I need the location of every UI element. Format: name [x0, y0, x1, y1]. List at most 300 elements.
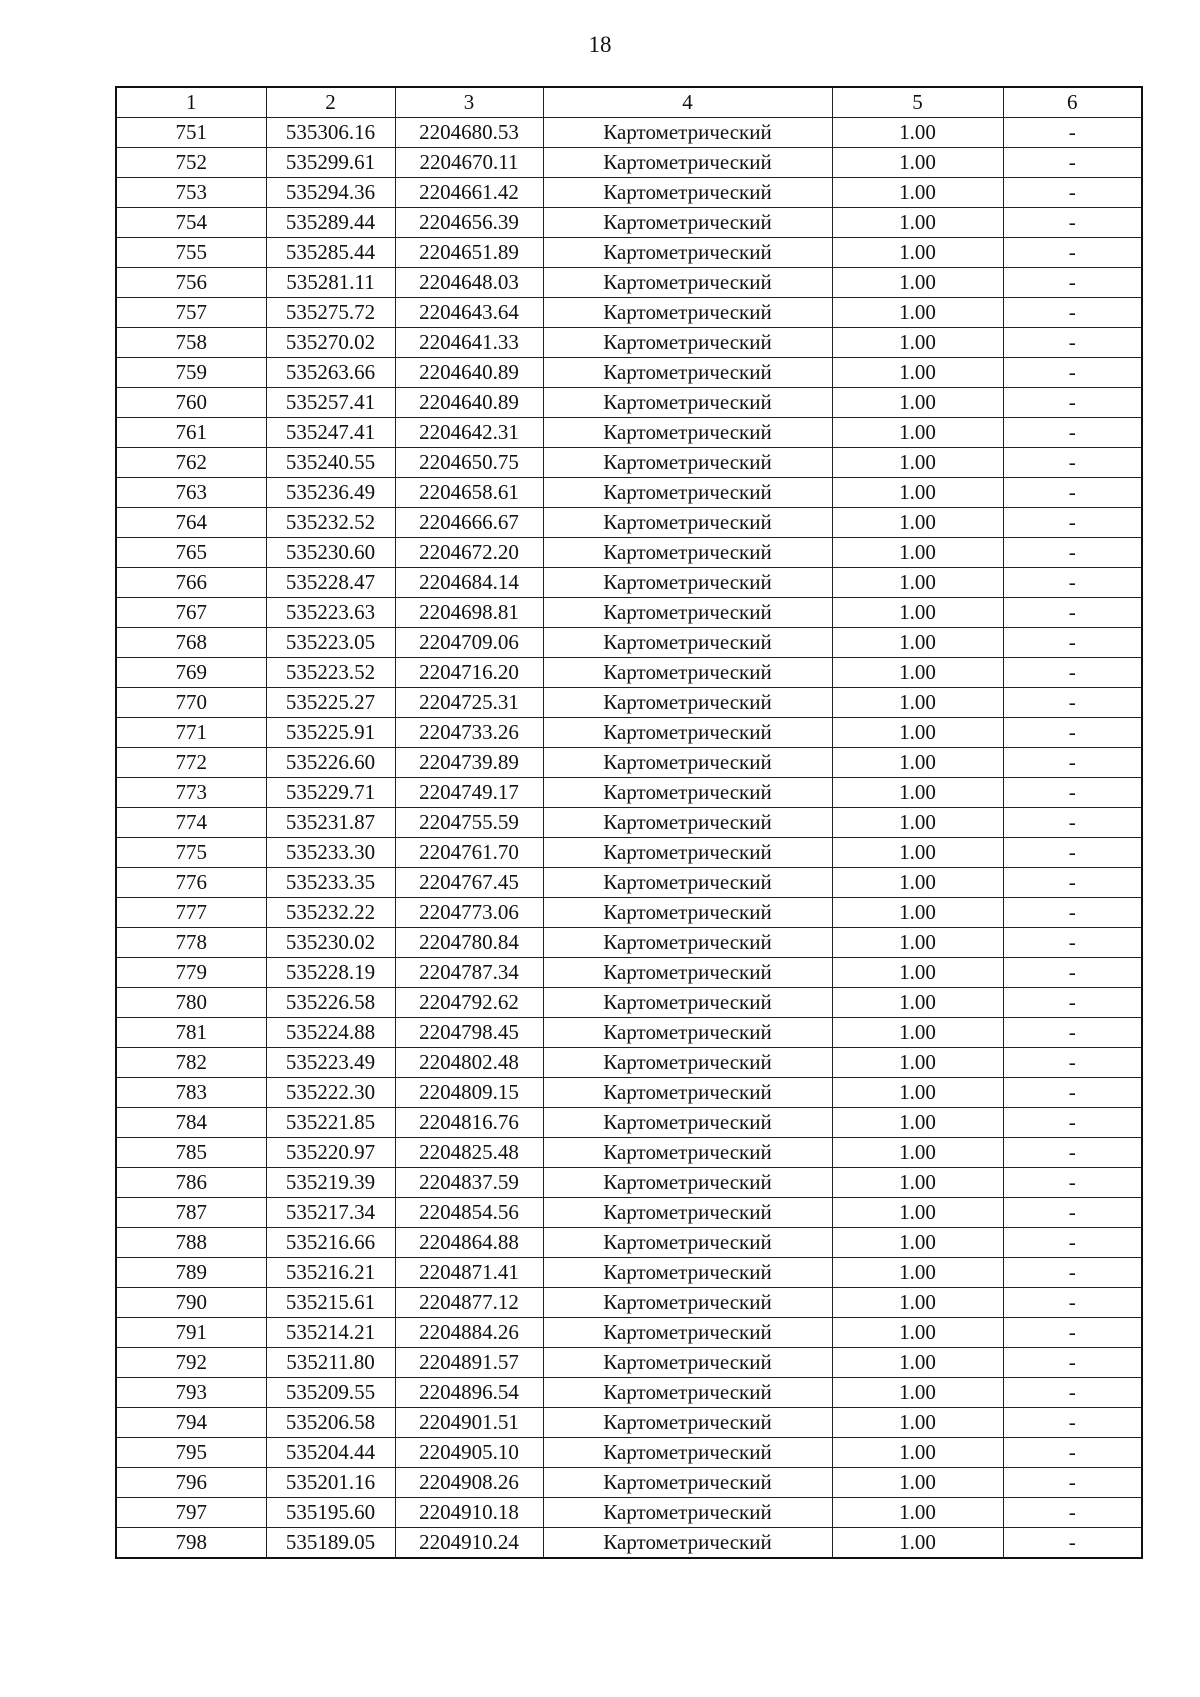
table-row	[116, 1048, 1142, 1078]
description-cell: -	[1003, 1138, 1142, 1168]
table-row	[116, 418, 1142, 448]
point-number-cell: 787	[116, 1198, 266, 1228]
table-row	[116, 478, 1142, 508]
accuracy-cell: 1.00	[832, 748, 1003, 778]
table-row	[116, 358, 1142, 388]
table-row	[116, 1318, 1142, 1348]
accuracy-cell: 1.00	[832, 148, 1003, 178]
x-coordinate-cell: 535215.61	[266, 1288, 395, 1318]
y-coordinate-cell: 2204780.84	[395, 928, 543, 958]
description-cell: -	[1003, 718, 1142, 748]
y-coordinate-cell: 2204802.48	[395, 1048, 543, 1078]
table-row	[116, 988, 1142, 1018]
column-header-3: 3	[395, 87, 543, 118]
y-coordinate-cell: 2204640.89	[395, 388, 543, 418]
y-coordinate-cell: 2204787.34	[395, 958, 543, 988]
y-coordinate-cell: 2204798.45	[395, 1018, 543, 1048]
point-number-cell: 783	[116, 1078, 266, 1108]
method-cell: Картометрический	[543, 928, 832, 958]
x-coordinate-cell: 535223.63	[266, 598, 395, 628]
table-row	[116, 808, 1142, 838]
accuracy-cell: 1.00	[832, 358, 1003, 388]
description-cell: -	[1003, 268, 1142, 298]
accuracy-cell: 1.00	[832, 898, 1003, 928]
y-coordinate-cell: 2204761.70	[395, 838, 543, 868]
y-coordinate-cell: 2204680.53	[395, 118, 543, 148]
method-cell: Картометрический	[543, 1288, 832, 1318]
point-number-cell: 774	[116, 808, 266, 838]
table-row	[116, 1408, 1142, 1438]
x-coordinate-cell: 535195.60	[266, 1498, 395, 1528]
table-row	[116, 268, 1142, 298]
x-coordinate-cell: 535294.36	[266, 178, 395, 208]
method-cell: Картометрический	[543, 568, 832, 598]
point-number-cell: 776	[116, 868, 266, 898]
header-row	[116, 87, 1142, 118]
method-cell: Картометрический	[543, 208, 832, 238]
x-coordinate-cell: 535230.60	[266, 538, 395, 568]
accuracy-cell: 1.00	[832, 628, 1003, 658]
description-cell: -	[1003, 358, 1142, 388]
x-coordinate-cell: 535229.71	[266, 778, 395, 808]
accuracy-cell: 1.00	[832, 1468, 1003, 1498]
y-coordinate-cell: 2204651.89	[395, 238, 543, 268]
method-cell: Картометрический	[543, 688, 832, 718]
point-number-cell: 782	[116, 1048, 266, 1078]
description-cell: -	[1003, 958, 1142, 988]
point-number-cell: 765	[116, 538, 266, 568]
x-coordinate-cell: 535236.49	[266, 478, 395, 508]
accuracy-cell: 1.00	[832, 118, 1003, 148]
description-cell: -	[1003, 1228, 1142, 1258]
method-cell: Картометрический	[543, 268, 832, 298]
x-coordinate-cell: 535226.60	[266, 748, 395, 778]
table-row	[116, 1198, 1142, 1228]
accuracy-cell: 1.00	[832, 478, 1003, 508]
description-cell: -	[1003, 778, 1142, 808]
point-number-cell: 762	[116, 448, 266, 478]
x-coordinate-cell: 535281.11	[266, 268, 395, 298]
point-number-cell: 756	[116, 268, 266, 298]
y-coordinate-cell: 2204640.89	[395, 358, 543, 388]
y-coordinate-cell: 2204773.06	[395, 898, 543, 928]
table-row	[116, 298, 1142, 328]
point-number-cell: 777	[116, 898, 266, 928]
accuracy-cell: 1.00	[832, 568, 1003, 598]
table-body	[116, 118, 1142, 1559]
point-number-cell: 792	[116, 1348, 266, 1378]
accuracy-cell: 1.00	[832, 178, 1003, 208]
accuracy-cell: 1.00	[832, 1258, 1003, 1288]
x-coordinate-cell: 535220.97	[266, 1138, 395, 1168]
description-cell: -	[1003, 838, 1142, 868]
x-coordinate-cell: 535289.44	[266, 208, 395, 238]
table-row	[116, 868, 1142, 898]
table-row	[116, 1288, 1142, 1318]
accuracy-cell: 1.00	[832, 268, 1003, 298]
table-row	[116, 628, 1142, 658]
table-row	[116, 328, 1142, 358]
table-row	[116, 148, 1142, 178]
accuracy-cell: 1.00	[832, 1198, 1003, 1228]
accuracy-cell: 1.00	[832, 298, 1003, 328]
point-number-cell: 763	[116, 478, 266, 508]
method-cell: Картометрический	[543, 838, 832, 868]
x-coordinate-cell: 535224.88	[266, 1018, 395, 1048]
point-number-cell: 773	[116, 778, 266, 808]
table-row	[116, 898, 1142, 928]
point-number-cell: 764	[116, 508, 266, 538]
page-number: 18	[588, 32, 612, 57]
table-row	[116, 118, 1142, 148]
method-cell: Картометрический	[543, 898, 832, 928]
accuracy-cell: 1.00	[832, 1438, 1003, 1468]
point-number-cell: 770	[116, 688, 266, 718]
y-coordinate-cell: 2204670.11	[395, 148, 543, 178]
accuracy-cell: 1.00	[832, 868, 1003, 898]
y-coordinate-cell: 2204642.31	[395, 418, 543, 448]
point-number-cell: 797	[116, 1498, 266, 1528]
x-coordinate-cell: 535223.49	[266, 1048, 395, 1078]
point-number-cell: 778	[116, 928, 266, 958]
table-row	[116, 178, 1142, 208]
accuracy-cell: 1.00	[832, 1078, 1003, 1108]
column-header-4: 4	[543, 87, 832, 118]
description-cell: -	[1003, 1168, 1142, 1198]
point-number-cell: 795	[116, 1438, 266, 1468]
description-cell: -	[1003, 808, 1142, 838]
y-coordinate-cell: 2204725.31	[395, 688, 543, 718]
x-coordinate-cell: 535222.30	[266, 1078, 395, 1108]
coordinates-table	[115, 86, 1143, 1559]
description-cell: -	[1003, 868, 1142, 898]
point-number-cell: 768	[116, 628, 266, 658]
y-coordinate-cell: 2204896.54	[395, 1378, 543, 1408]
description-cell: -	[1003, 598, 1142, 628]
y-coordinate-cell: 2204877.12	[395, 1288, 543, 1318]
point-number-cell: 761	[116, 418, 266, 448]
point-number-cell: 753	[116, 178, 266, 208]
method-cell: Картометрический	[543, 298, 832, 328]
x-coordinate-cell: 535285.44	[266, 238, 395, 268]
table-row	[116, 448, 1142, 478]
x-coordinate-cell: 535270.02	[266, 328, 395, 358]
description-cell: -	[1003, 178, 1142, 208]
y-coordinate-cell: 2204767.45	[395, 868, 543, 898]
x-coordinate-cell: 535232.22	[266, 898, 395, 928]
y-coordinate-cell: 2204672.20	[395, 538, 543, 568]
method-cell: Картометрический	[543, 358, 832, 388]
y-coordinate-cell: 2204891.57	[395, 1348, 543, 1378]
point-number-cell: 788	[116, 1228, 266, 1258]
accuracy-cell: 1.00	[832, 958, 1003, 988]
table-row	[116, 1108, 1142, 1138]
method-cell: Картометрический	[543, 148, 832, 178]
table-row	[116, 958, 1142, 988]
y-coordinate-cell: 2204650.75	[395, 448, 543, 478]
point-number-cell: 766	[116, 568, 266, 598]
method-cell: Картометрический	[543, 808, 832, 838]
method-cell: Картометрический	[543, 1468, 832, 1498]
table-row	[116, 598, 1142, 628]
method-cell: Картометрический	[543, 418, 832, 448]
description-cell: -	[1003, 418, 1142, 448]
table-row	[116, 748, 1142, 778]
y-coordinate-cell: 2204816.76	[395, 1108, 543, 1138]
description-cell: -	[1003, 298, 1142, 328]
y-coordinate-cell: 2204871.41	[395, 1258, 543, 1288]
method-cell: Картометрический	[543, 1138, 832, 1168]
x-coordinate-cell: 535257.41	[266, 388, 395, 418]
method-cell: Картометрический	[543, 1318, 832, 1348]
point-number-cell: 771	[116, 718, 266, 748]
description-cell: -	[1003, 1378, 1142, 1408]
point-number-cell: 758	[116, 328, 266, 358]
method-cell: Картометрический	[543, 388, 832, 418]
description-cell: -	[1003, 148, 1142, 178]
y-coordinate-cell: 2204684.14	[395, 568, 543, 598]
description-cell: -	[1003, 988, 1142, 1018]
accuracy-cell: 1.00	[832, 1018, 1003, 1048]
point-number-cell: 793	[116, 1378, 266, 1408]
description-cell: -	[1003, 508, 1142, 538]
point-number-cell: 752	[116, 148, 266, 178]
description-cell: -	[1003, 1198, 1142, 1228]
method-cell: Картометрический	[543, 1258, 832, 1288]
table-row	[116, 388, 1142, 418]
accuracy-cell: 1.00	[832, 1138, 1003, 1168]
x-coordinate-cell: 535275.72	[266, 298, 395, 328]
x-coordinate-cell: 535204.44	[266, 1438, 395, 1468]
point-number-cell: 779	[116, 958, 266, 988]
x-coordinate-cell: 535226.58	[266, 988, 395, 1018]
y-coordinate-cell: 2204648.03	[395, 268, 543, 298]
y-coordinate-cell: 2204837.59	[395, 1168, 543, 1198]
accuracy-cell: 1.00	[832, 238, 1003, 268]
accuracy-cell: 1.00	[832, 448, 1003, 478]
accuracy-cell: 1.00	[832, 1498, 1003, 1528]
table-row	[116, 928, 1142, 958]
y-coordinate-cell: 2204656.39	[395, 208, 543, 238]
accuracy-cell: 1.00	[832, 1108, 1003, 1138]
description-cell: -	[1003, 658, 1142, 688]
y-coordinate-cell: 2204641.33	[395, 328, 543, 358]
method-cell: Картометрический	[543, 1408, 832, 1438]
description-cell: -	[1003, 1468, 1142, 1498]
y-coordinate-cell: 2204658.61	[395, 478, 543, 508]
point-number-cell: 760	[116, 388, 266, 418]
description-cell: -	[1003, 208, 1142, 238]
table-row	[116, 1258, 1142, 1288]
description-cell: -	[1003, 478, 1142, 508]
description-cell: -	[1003, 1078, 1142, 1108]
y-coordinate-cell: 2204661.42	[395, 178, 543, 208]
method-cell: Картометрический	[543, 1168, 832, 1198]
method-cell: Картометрический	[543, 988, 832, 1018]
y-coordinate-cell: 2204733.26	[395, 718, 543, 748]
y-coordinate-cell: 2204755.59	[395, 808, 543, 838]
method-cell: Картометрический	[543, 328, 832, 358]
method-cell: Картометрический	[543, 1228, 832, 1258]
table-row	[116, 1528, 1142, 1559]
accuracy-cell: 1.00	[832, 1048, 1003, 1078]
y-coordinate-cell: 2204854.56	[395, 1198, 543, 1228]
method-cell: Картометрический	[543, 1048, 832, 1078]
x-coordinate-cell: 535223.52	[266, 658, 395, 688]
x-coordinate-cell: 535306.16	[266, 118, 395, 148]
description-cell: -	[1003, 1048, 1142, 1078]
table-row	[116, 838, 1142, 868]
point-number-cell: 759	[116, 358, 266, 388]
description-cell: -	[1003, 1318, 1142, 1348]
x-coordinate-cell: 535216.66	[266, 1228, 395, 1258]
method-cell: Картометрический	[543, 598, 832, 628]
x-coordinate-cell: 535228.47	[266, 568, 395, 598]
x-coordinate-cell: 535233.30	[266, 838, 395, 868]
column-header-2: 2	[266, 87, 395, 118]
accuracy-cell: 1.00	[832, 1378, 1003, 1408]
x-coordinate-cell: 535299.61	[266, 148, 395, 178]
y-coordinate-cell: 2204709.06	[395, 628, 543, 658]
method-cell: Картометрический	[543, 1108, 832, 1138]
y-coordinate-cell: 2204716.20	[395, 658, 543, 688]
table-row	[116, 1228, 1142, 1258]
point-number-cell: 781	[116, 1018, 266, 1048]
y-coordinate-cell: 2204792.62	[395, 988, 543, 1018]
point-number-cell: 769	[116, 658, 266, 688]
accuracy-cell: 1.00	[832, 1408, 1003, 1438]
description-cell: -	[1003, 928, 1142, 958]
accuracy-cell: 1.00	[832, 598, 1003, 628]
point-number-cell: 789	[116, 1258, 266, 1288]
point-number-cell: 798	[116, 1528, 266, 1559]
table-header	[116, 87, 1142, 118]
accuracy-cell: 1.00	[832, 1348, 1003, 1378]
table-row	[116, 1138, 1142, 1168]
accuracy-cell: 1.00	[832, 1168, 1003, 1198]
accuracy-cell: 1.00	[832, 808, 1003, 838]
method-cell: Картометрический	[543, 1378, 832, 1408]
method-cell: Картометрический	[543, 478, 832, 508]
point-number-cell: 780	[116, 988, 266, 1018]
table-row	[116, 1078, 1142, 1108]
description-cell: -	[1003, 1108, 1142, 1138]
method-cell: Картометрический	[543, 238, 832, 268]
x-coordinate-cell: 535240.55	[266, 448, 395, 478]
accuracy-cell: 1.00	[832, 1228, 1003, 1258]
method-cell: Картометрический	[543, 1018, 832, 1048]
y-coordinate-cell: 2204698.81	[395, 598, 543, 628]
point-number-cell: 791	[116, 1318, 266, 1348]
point-number-cell: 754	[116, 208, 266, 238]
y-coordinate-cell: 2204884.26	[395, 1318, 543, 1348]
point-number-cell: 790	[116, 1288, 266, 1318]
method-cell: Картометрический	[543, 748, 832, 778]
method-cell: Картометрический	[543, 178, 832, 208]
x-coordinate-cell: 535228.19	[266, 958, 395, 988]
y-coordinate-cell: 2204666.67	[395, 508, 543, 538]
x-coordinate-cell: 535221.85	[266, 1108, 395, 1138]
accuracy-cell: 1.00	[832, 538, 1003, 568]
description-cell: -	[1003, 568, 1142, 598]
method-cell: Картометрический	[543, 1498, 832, 1528]
y-coordinate-cell: 2204643.64	[395, 298, 543, 328]
column-header-6: 6	[1003, 87, 1142, 118]
point-number-cell: 757	[116, 298, 266, 328]
point-number-cell: 767	[116, 598, 266, 628]
y-coordinate-cell: 2204905.10	[395, 1438, 543, 1468]
column-header-1: 1	[116, 87, 266, 118]
accuracy-cell: 1.00	[832, 928, 1003, 958]
method-cell: Картометрический	[543, 1528, 832, 1559]
method-cell: Картометрический	[543, 778, 832, 808]
table-row	[116, 238, 1142, 268]
description-cell: -	[1003, 748, 1142, 778]
description-cell: -	[1003, 448, 1142, 478]
x-coordinate-cell: 535230.02	[266, 928, 395, 958]
method-cell: Картометрический	[543, 1348, 832, 1378]
y-coordinate-cell: 2204910.18	[395, 1498, 543, 1528]
table-row	[116, 568, 1142, 598]
point-number-cell: 784	[116, 1108, 266, 1138]
method-cell: Картометрический	[543, 628, 832, 658]
x-coordinate-cell: 535223.05	[266, 628, 395, 658]
accuracy-cell: 1.00	[832, 328, 1003, 358]
description-cell: -	[1003, 1438, 1142, 1468]
y-coordinate-cell: 2204825.48	[395, 1138, 543, 1168]
method-cell: Картометрический	[543, 508, 832, 538]
y-coordinate-cell: 2204908.26	[395, 1468, 543, 1498]
accuracy-cell: 1.00	[832, 658, 1003, 688]
x-coordinate-cell: 535217.34	[266, 1198, 395, 1228]
table-row	[116, 538, 1142, 568]
table-row	[116, 1498, 1142, 1528]
x-coordinate-cell: 535209.55	[266, 1378, 395, 1408]
x-coordinate-cell: 535247.41	[266, 418, 395, 448]
x-coordinate-cell: 535231.87	[266, 808, 395, 838]
point-number-cell: 775	[116, 838, 266, 868]
y-coordinate-cell: 2204910.24	[395, 1528, 543, 1559]
table-row	[116, 658, 1142, 688]
x-coordinate-cell: 535211.80	[266, 1348, 395, 1378]
x-coordinate-cell: 535225.27	[266, 688, 395, 718]
table-row	[116, 1168, 1142, 1198]
y-coordinate-cell: 2204809.15	[395, 1078, 543, 1108]
x-coordinate-cell: 535189.05	[266, 1528, 395, 1559]
point-number-cell: 796	[116, 1468, 266, 1498]
accuracy-cell: 1.00	[832, 688, 1003, 718]
method-cell: Картометрический	[543, 718, 832, 748]
table-row	[116, 1438, 1142, 1468]
point-number-cell: 785	[116, 1138, 266, 1168]
point-number-cell: 772	[116, 748, 266, 778]
point-number-cell: 786	[116, 1168, 266, 1198]
accuracy-cell: 1.00	[832, 838, 1003, 868]
description-cell: -	[1003, 388, 1142, 418]
x-coordinate-cell: 535219.39	[266, 1168, 395, 1198]
method-cell: Картометрический	[543, 1198, 832, 1228]
method-cell: Картометрический	[543, 868, 832, 898]
description-cell: -	[1003, 898, 1142, 928]
y-coordinate-cell: 2204739.89	[395, 748, 543, 778]
table-row	[116, 778, 1142, 808]
description-cell: -	[1003, 1408, 1142, 1438]
x-coordinate-cell: 535206.58	[266, 1408, 395, 1438]
y-coordinate-cell: 2204749.17	[395, 778, 543, 808]
method-cell: Картометрический	[543, 1078, 832, 1108]
method-cell: Картометрический	[543, 118, 832, 148]
x-coordinate-cell: 535216.21	[266, 1258, 395, 1288]
